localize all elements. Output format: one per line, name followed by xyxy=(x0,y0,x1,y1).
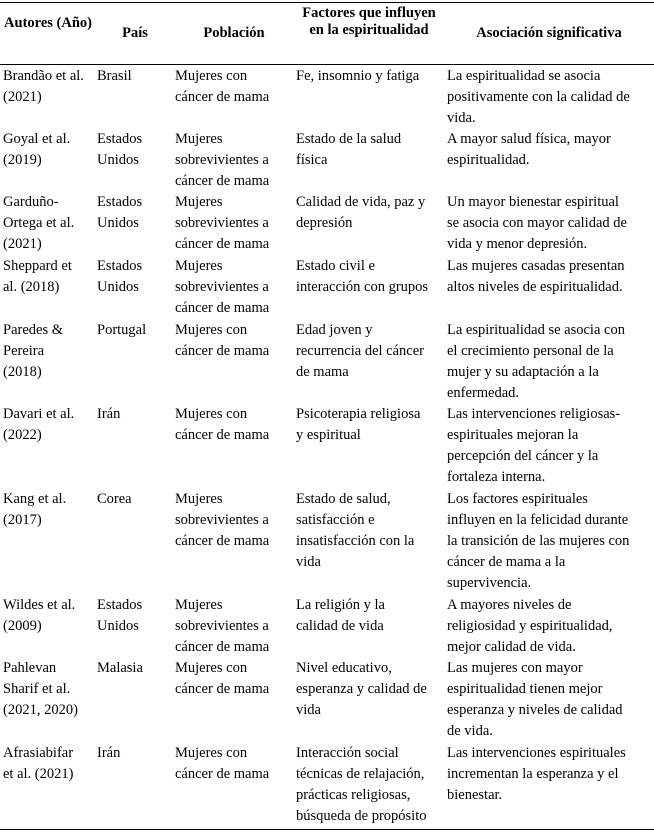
row-3-asociacion: Un mayor bienestar espiritual se asocia con mayor calidad de vida y menor depresión. xyxy=(447,194,627,252)
row-2-factores: Estado de la salud física xyxy=(296,131,402,168)
row-8-asociacion: A mayores niveles de religiosidad y espiritualidad, mejor calidad de vida. xyxy=(447,597,613,655)
row-6-autores: Davari et al. (2022) xyxy=(3,406,75,443)
row-6-poblacion: Mujeres con cáncer de mama xyxy=(175,406,270,443)
table-top-rule xyxy=(0,2,654,3)
row-6-pais: Irán xyxy=(97,406,121,422)
row-8-autores: Wildes et al. (2009) xyxy=(3,597,76,634)
row-10-pais: Irán xyxy=(97,745,121,761)
row-3-poblacion: Mujeres sobrevivientes a cáncer de mama xyxy=(175,194,270,252)
row-1-pais: Brasil xyxy=(97,68,132,84)
row-5-autores: Paredes & Pereira (2018) xyxy=(3,322,63,380)
row-9-poblacion: Mujeres con cáncer de mama xyxy=(175,660,270,697)
row-1-poblacion: Mujeres con cáncer de mama xyxy=(175,68,270,105)
row-5-pais: Portugal xyxy=(97,322,147,338)
row-5-factores: Edad joven y recurrencia del cáncer de mama xyxy=(296,322,424,380)
row-9-autores: Pahlevan Sharif et al. (2021, 2020) xyxy=(3,660,78,718)
row-3-pais: Estados Unidos xyxy=(97,194,143,231)
row-7-pais: Corea xyxy=(97,491,132,507)
row-9-factores: Nivel educativo, esperanza y calidad de vida xyxy=(296,660,427,718)
row-4-pais: Estados Unidos xyxy=(97,258,143,295)
row-9-pais: Malasia xyxy=(97,660,143,676)
row-1-asociacion: La espiritualidad se asocia positivamente con la calidad de vida. xyxy=(447,68,630,126)
row-5-asociacion: La espiritualidad se asocia con el crecimiento personal de la mujer y su adaptación a la enfermedad. xyxy=(447,322,625,401)
header-factores: Factores que influyen en la espiritualidad xyxy=(302,5,436,38)
row-3-autores: Garduño- Ortega et al. (2021) xyxy=(3,194,75,252)
row-5-poblacion: Mujeres con cáncer de mama xyxy=(175,322,270,359)
header-asociacion: Asociación significativa xyxy=(476,25,622,41)
row-2-asociacion: A mayor salud física, mayor espiritualidad. xyxy=(447,131,611,168)
row-1-factores: Fe, insomnio y fatiga xyxy=(296,68,420,84)
row-10-poblacion: Mujeres con cáncer de mama xyxy=(175,745,270,782)
row-10-autores: Afrasiabifar et al. (2021) xyxy=(3,745,74,782)
row-1-autores: Brandão et al. (2021) xyxy=(3,68,84,105)
row-8-pais: Estados Unidos xyxy=(97,597,143,634)
row-4-asociacion: Las mujeres casadas presentan altos niveles de espiritualidad. xyxy=(447,258,625,295)
row-3-factores: Calidad de vida, paz y depresión xyxy=(296,194,426,231)
row-7-poblacion: Mujeres sobrevivientes a cáncer de mama xyxy=(175,491,270,549)
row-2-poblacion: Mujeres sobrevivientes a cáncer de mama xyxy=(175,131,270,189)
row-8-poblacion: Mujeres sobrevivientes a cáncer de mama xyxy=(175,597,270,655)
row-4-factores: Estado civil e interacción con grupos xyxy=(296,258,429,295)
header-poblacion: Población xyxy=(203,25,265,41)
row-2-pais: Estados Unidos xyxy=(97,131,143,168)
row-10-factores: Interacción social técnicas de relajación, prácticas religiosas, búsqueda de propósito xyxy=(296,745,427,824)
row-7-autores: Kang et al. (2017) xyxy=(3,491,67,528)
row-4-autores: Sheppard et al. (2018) xyxy=(3,258,72,295)
header-autores: Autores (Año) xyxy=(4,15,92,31)
row-7-factores: Estado de salud, satisfacción e insatisfacción con la vida xyxy=(296,491,415,570)
row-8-factores: La religión y la calidad de vida xyxy=(296,597,385,634)
row-2-autores: Goyal et al. (2019) xyxy=(3,131,71,168)
row-9-asociacion: Las mujeres con mayor espiritualidad tienen mejor esperanza y niveles de calidad de vida. xyxy=(447,660,623,739)
row-4-poblacion: Mujeres sobrevivientes a cáncer de mama xyxy=(175,258,270,316)
table-bottom-rule xyxy=(0,829,654,830)
row-6-factores: Psicoterapia religiosa y espiritual xyxy=(296,406,421,443)
row-7-asociacion: Los factores espirituales influyen en la felicidad durante la transición de las mujeres con cáncer de mama a la supervivencia. xyxy=(447,491,630,591)
row-10-asociacion: Las intervenciones espirituales incrementan la esperanza y el bienestar. xyxy=(447,745,626,803)
header-bottom-rule xyxy=(0,64,654,65)
header-pais: País xyxy=(122,25,148,41)
row-6-asociacion: Las intervenciones religiosas- espirituales mejoran la percepción del cáncer y la fortaleza interna. xyxy=(447,406,621,485)
